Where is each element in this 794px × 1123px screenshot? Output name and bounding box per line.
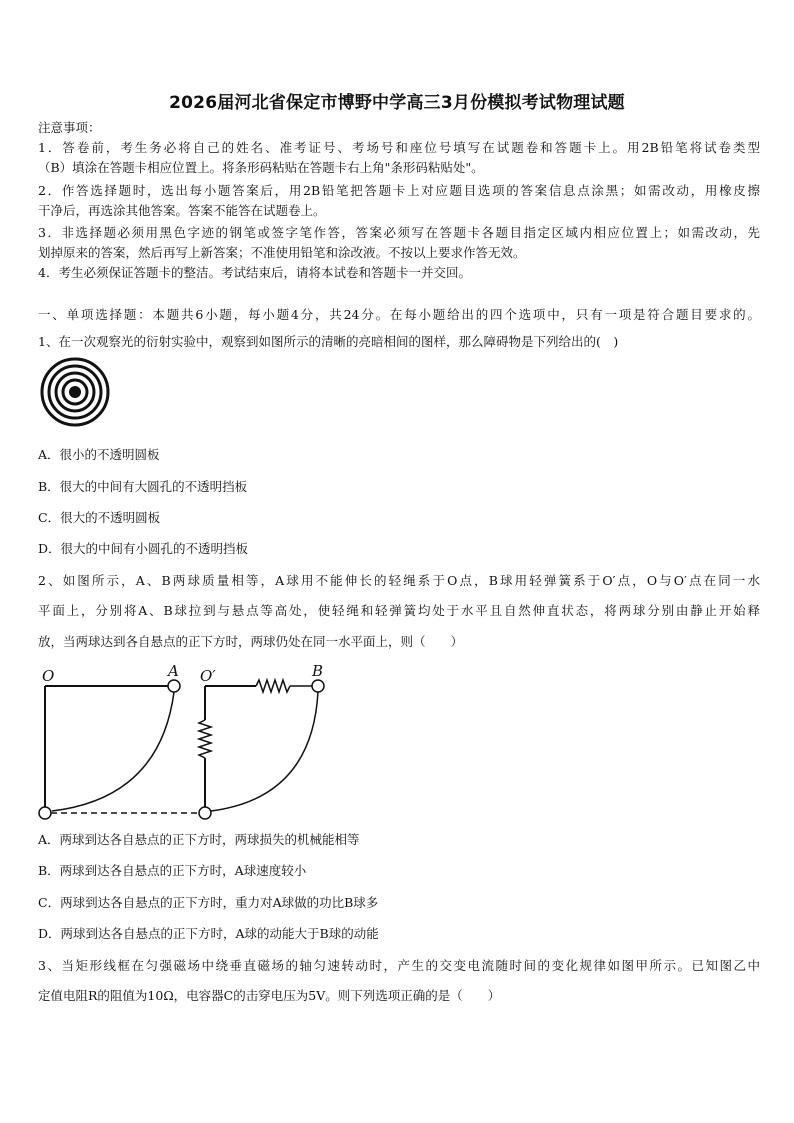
question-2-option-b: B．两球到达各自悬点的正下方时，A球速度较小 xyxy=(38,863,307,878)
diffraction-pattern-figure xyxy=(40,357,110,427)
question-1-option-a: A．很小的不透明圆板 xyxy=(38,447,160,462)
label-o: O xyxy=(42,667,55,685)
question-2-option-a: A．两球到达各自悬点的正下方时，两球损失的机械能相等 xyxy=(38,832,360,847)
notice-line: （B）填涂在答题卡相应位置上。将条形码粘贴在答题卡右上角"条形码粘贴处"。 xyxy=(38,160,484,175)
section-heading: 一、单项选择题：本题共6小题，每小题4分，共24分。在每小题给出的四个选项中，只有一项是符合题目要求的。 xyxy=(38,307,760,322)
question-2-option-c: C．两球到达各自悬点的正下方时，重力对A球做的功比B球多 xyxy=(38,895,379,910)
question-1-option-b: B．很大的中间有大圆孔的不透明挡板 xyxy=(38,479,248,494)
label-o-prime: O′ xyxy=(200,667,216,685)
notice-heading: 注意事项： xyxy=(38,120,101,135)
notice-line: 2．作答选择题时，选出每小题答案后，用2B铅笔把答题卡上对应题目选项的答案信息点涂黑；如需改动，用橡皮擦 xyxy=(38,183,760,198)
notice-line: 划掉原来的答案，然后再写上新答案；不准使用铅笔和涂改液。不按以上要求作答无效。 xyxy=(38,245,526,260)
label-a: A xyxy=(168,662,179,680)
label-b: B xyxy=(312,662,324,680)
pendulum-spring-figure xyxy=(30,658,340,828)
notice-line: 1．答卷前，考生务必将自己的姓名、准考证号、考场号和座位号填写在试题卷和答题卡上。用2B铅笔将试卷类型 xyxy=(38,140,760,155)
question-3-stem-line: 3、当矩形线框在匀强磁场中绕垂直磁场的轴匀速转动时，产生的交变电流随时间的变化规律如图甲所示。已知图乙中 xyxy=(38,958,760,973)
question-3-stem-line: 定值电阻R的阻值为10Ω，电容器C的击穿电压为5V。则下列选项正确的是（ ） xyxy=(38,988,501,1003)
page-title: 2026届河北省保定市博野中学高三3月份模拟考试物理试题 xyxy=(169,93,625,113)
question-2-stem-line: 2、如图所示，A、B两球质量相等，A球用不能伸长的轻绳系于O点，B球用轻弹簧系于O′点，O与O′点在同一水 xyxy=(38,573,760,588)
question-2-stem-line: 放，当两球达到各自悬点的正下方时，两球仍处在同一水平面上，则（ ） xyxy=(38,634,464,649)
notice-line: 4．考生必须保证答题卡的整洁。考试结束后，请将本试卷和答题卡一并交回。 xyxy=(38,265,471,280)
notice-line: 3．非选择题必须用黑色字迹的钢笔或签字笔作答，答案必须写在答题卡各题目指定区域内相应位置上；如需改动，先 xyxy=(38,225,760,240)
question-2-stem-line: 平面上，分别将A、B球拉到与悬点等高处，使轻绳和轻弹簧均处于水平且自然伸直状态，将两球分别由静止开始释 xyxy=(38,603,760,618)
notice-line: 干净后，再选涂其他答案。答案不能答在试题卷上。 xyxy=(38,203,326,218)
question-1-option-c: C．很大的不透明圆板 xyxy=(38,510,161,525)
question-1-stem: 1、在一次观察光的衍射实验中，观察到如图所示的清晰的亮暗相间的图样，那么障碍物是下列给出的( ) xyxy=(38,334,619,349)
question-1-option-d: D．很大的中间有小圆孔的不透明挡板 xyxy=(38,541,249,556)
question-2-option-d: D．两球到达各自悬点的正下方时，A球的动能大于B球的动能 xyxy=(38,926,379,941)
